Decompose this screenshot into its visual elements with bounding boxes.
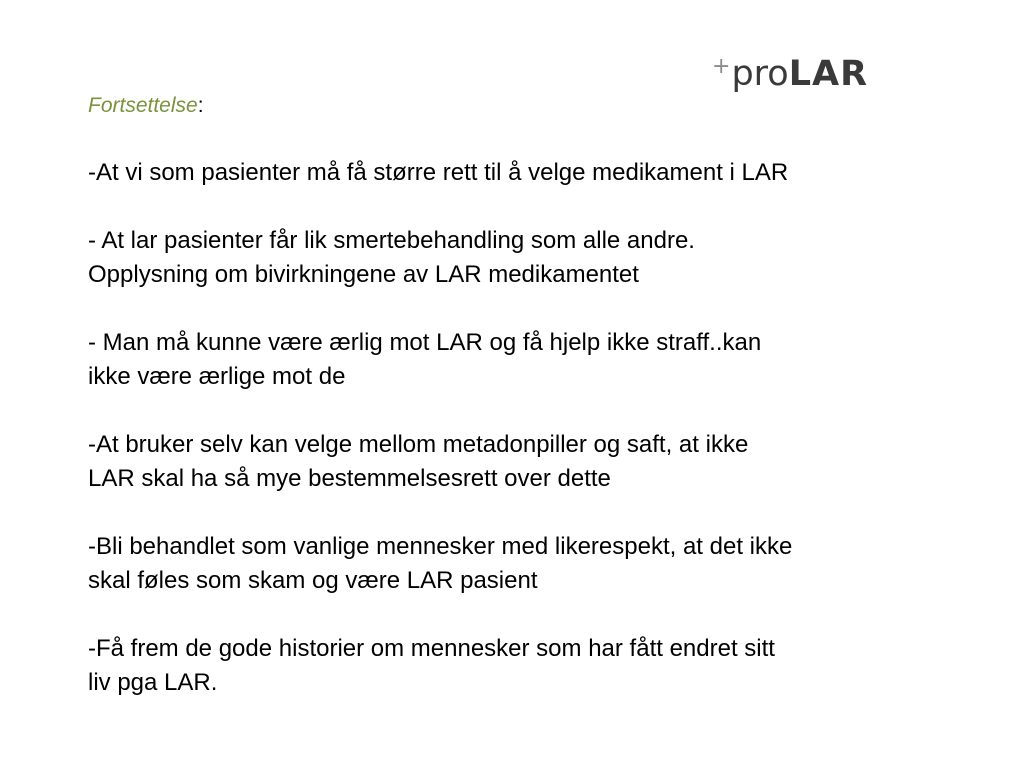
logo-plus-sign: + xyxy=(712,54,731,79)
bullet-paragraph-5: -Bli behandlet som vanlige mennesker med likerespekt, at det ikke skal føles som skam og være LAR pasient xyxy=(88,533,793,594)
logo-pro-text: pro xyxy=(731,54,789,94)
slide-heading xyxy=(88,90,948,122)
bullet-paragraph-6: -Få frem de gode historier om mennesker som har fått endret sitt liv pga LAR. xyxy=(88,635,775,696)
heading-colon: : xyxy=(197,94,204,117)
slide-content xyxy=(88,90,948,700)
bullet-paragraph-4: -At bruker selv kan velge mellom metadonpiller og saft, at ikke LAR skal ha så mye bestemmelsesrett over dette xyxy=(88,431,749,492)
heading-word: Fortsettelse xyxy=(88,94,198,117)
bullet-paragraph-3: - Man må kunne være ærlig mot LAR og få hjelp ikke straff..kan ikke være ærlige mot de xyxy=(88,329,762,390)
bullet-paragraph-2: - At lar pasienter får lik smertebehandling som alle andre. Opplysning om bivirkningene av LAR medikamentet xyxy=(88,227,695,288)
logo-lar-text: LAR xyxy=(788,54,869,94)
bullet-paragraph-1: -At vi som pasienter må få større rett til å velge medikament i LAR xyxy=(88,159,789,186)
